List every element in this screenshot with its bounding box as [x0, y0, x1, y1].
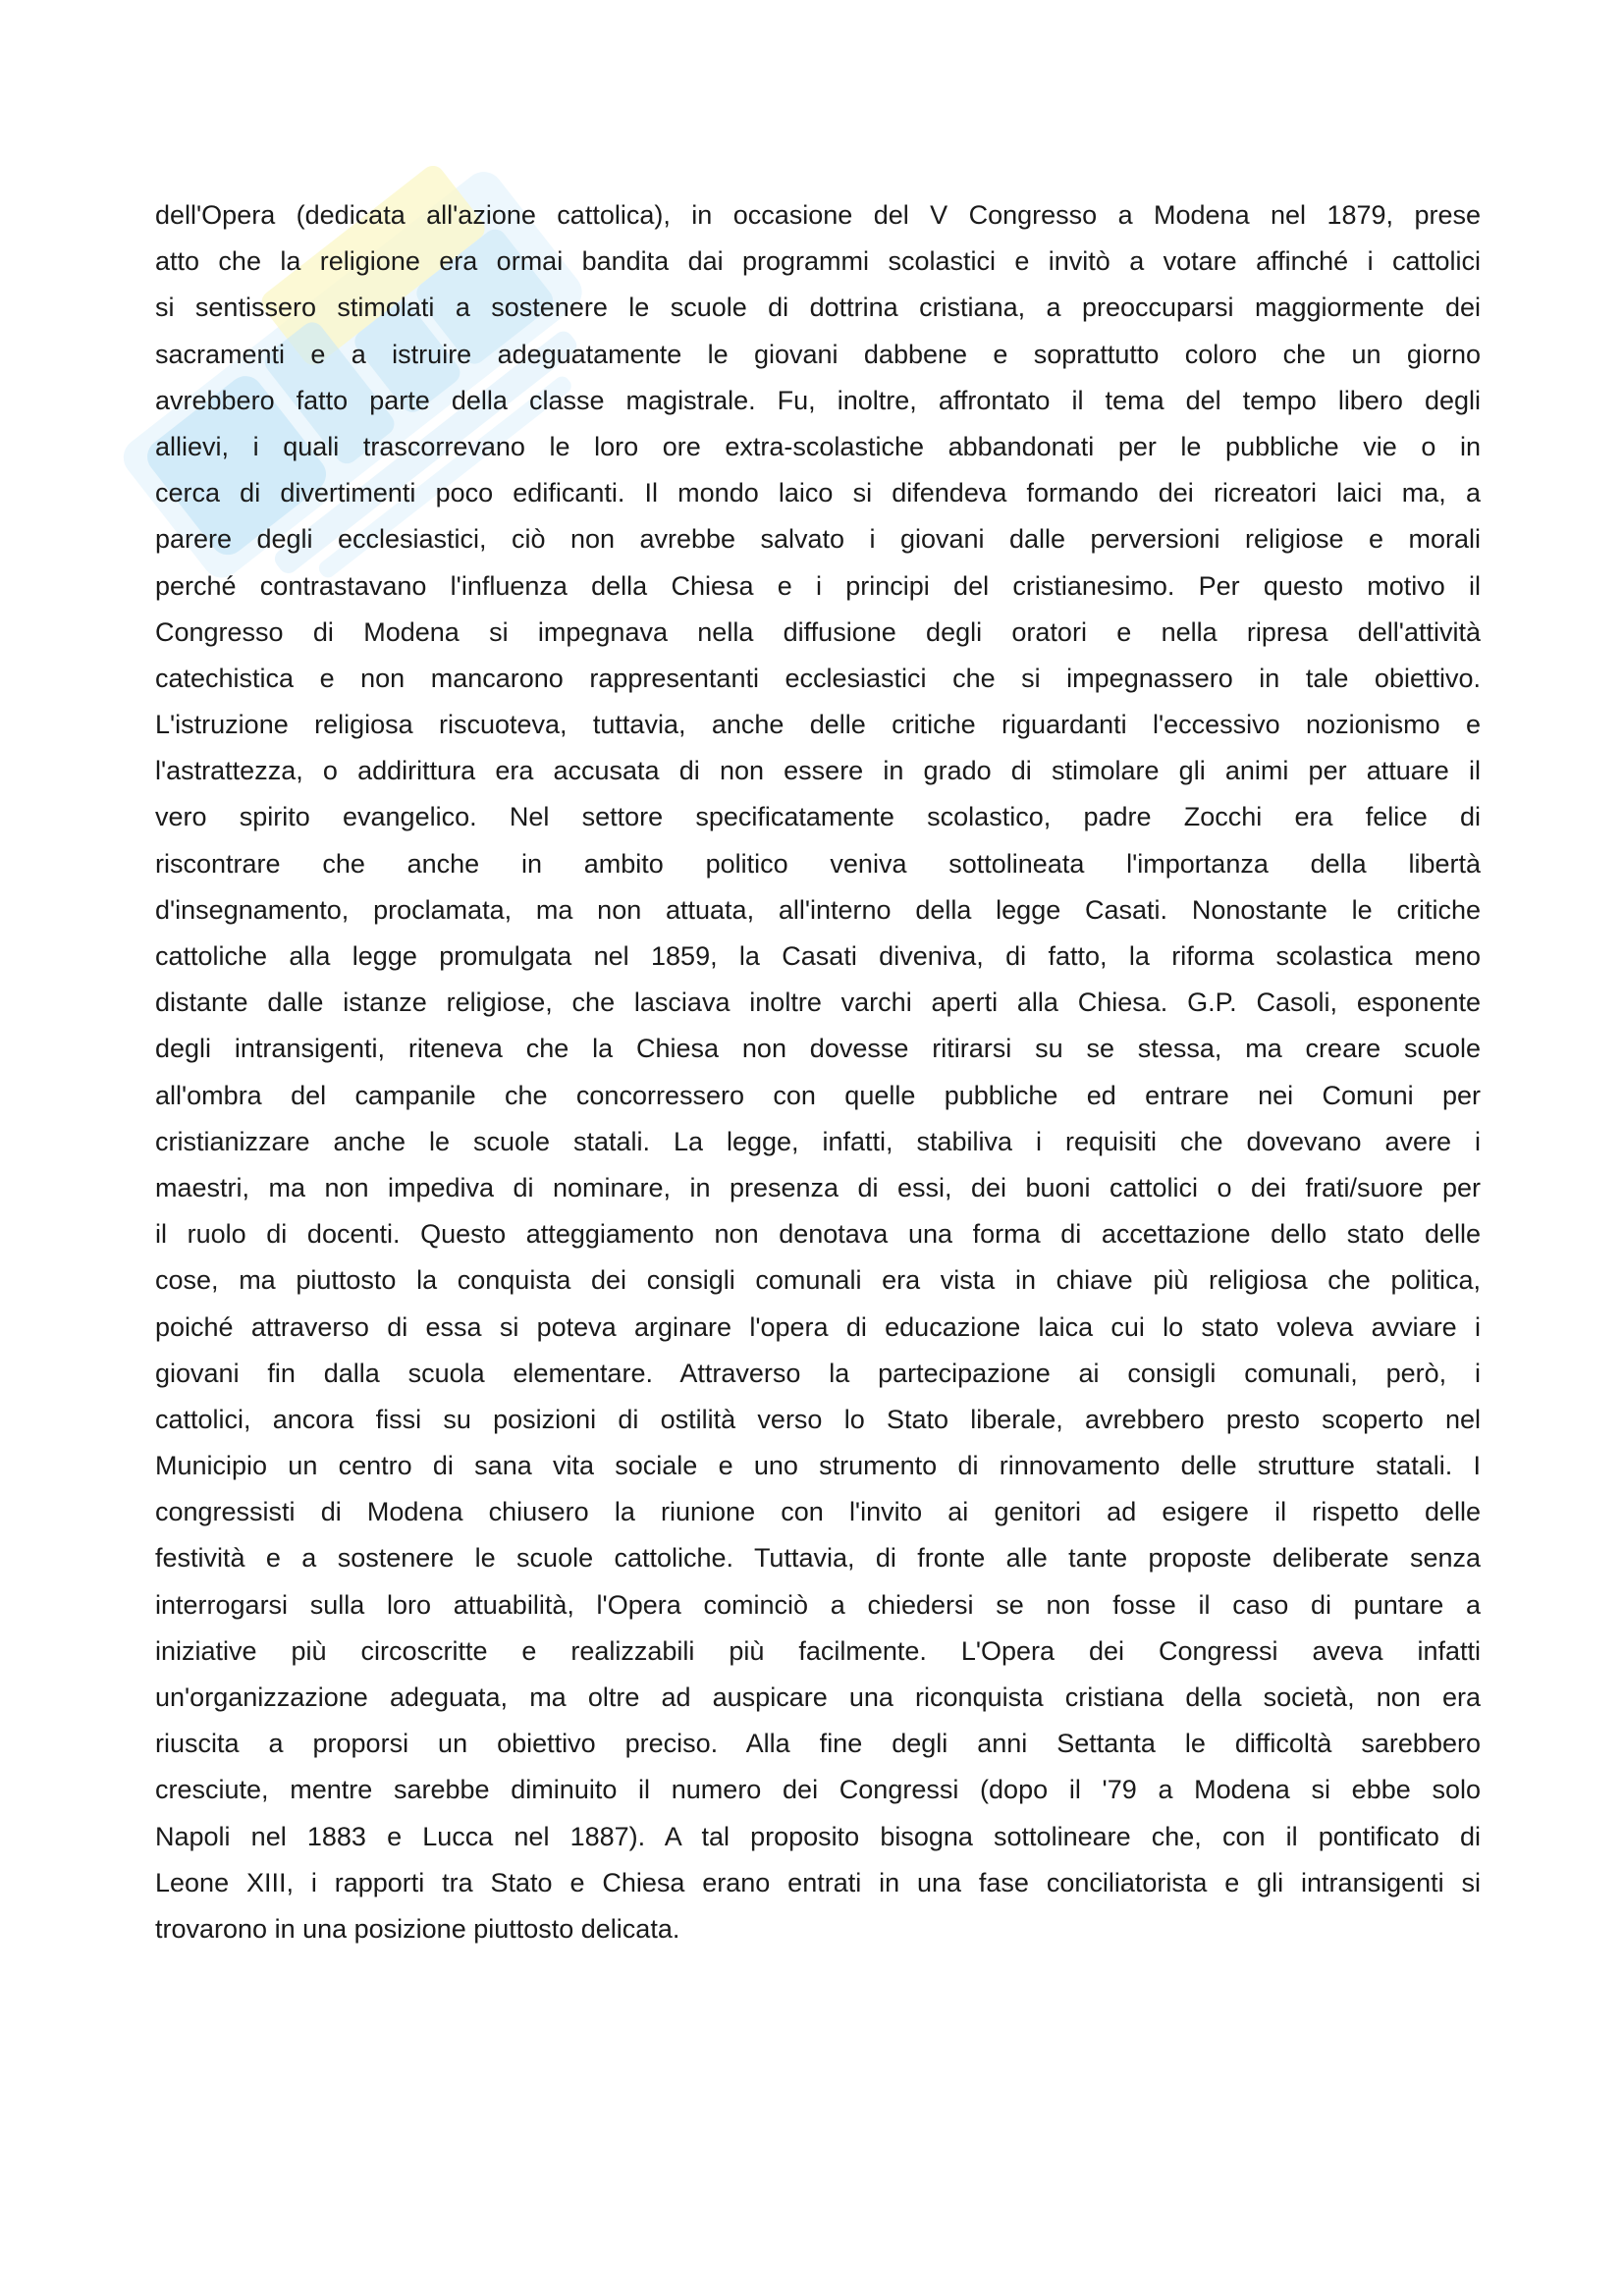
text-line: avrebbero fatto parte della classe magistrale. Fu, inoltre, affrontato il tema del tempo libero degli	[155, 385, 1481, 415]
text-line: dell'Opera (dedicata all'azione cattolica), in occasione del V Congresso a Modena nel 1879, prese	[155, 200, 1481, 230]
text-line: cresciute, mentre sarebbe diminuito il numero dei Congressi (dopo il '79 a Modena si ebbe solo	[155, 1775, 1481, 1805]
text-line: interrogarsi sulla loro attuabilità, l'Opera cominciò a chiedersi se non fosse il caso di puntare a	[155, 1589, 1481, 1620]
text-line: si sentissero stimolati a sostenere le scuole di dottrina cristiana, a preoccuparsi maggiormente dei	[155, 293, 1481, 323]
text-line: un'organizzazione adeguata, ma oltre ad auspicare una riconquista cristiana della società, non era	[155, 1682, 1481, 1712]
text-line: riscontrare che anche in ambito politico veniva sottolineata l'importanza della libertà	[155, 848, 1481, 879]
text-line: giovani fin dalla scuola elementare. Attraverso la partecipazione ai consigli comunali, però, i	[155, 1358, 1481, 1388]
text-line: allievi, i quali trascorrevano le loro ore extra-scolastiche abbandonati per le pubbliche vie o in	[155, 431, 1481, 461]
text-line: d'insegnamento, proclamata, ma non attuata, all'interno della legge Casati. Nonostante le critiche	[155, 894, 1481, 925]
text-line: cose, ma piuttosto la conquista dei consigli comunali era vista in chiave più religiosa che politica,	[155, 1265, 1481, 1296]
text-line: distante dalle istanze religiose, che lasciava inoltre varchi aperti alla Chiesa. G.P. Casoli, esponente	[155, 988, 1481, 1018]
text-line: degli intransigenti, riteneva che la Chiesa non dovesse ritirarsi su se stessa, ma creare scuole	[155, 1034, 1481, 1064]
text-line: poiché attraverso di essa si poteva arginare l'opera di educazione laica cui lo stato voleva avviare i	[155, 1311, 1481, 1342]
text-line: cristianizzare anche le scuole statali. La legge, infatti, stabiliva i requisiti che dovevano avere i	[155, 1126, 1481, 1156]
text-line: Napoli nel 1883 e Lucca nel 1887). A tal proposito bisogna sottolineare che, con il pontificato di	[155, 1821, 1481, 1851]
text-line: trovarono in una posizione piuttosto delicata.	[155, 1913, 680, 1944]
text-line: Leone XIII, i rapporti tra Stato e Chiesa erano entrati in una fase conciliatorista e gli intransigenti si	[155, 1867, 1481, 1897]
text-line: Municipio un centro di sana vita sociale e uno strumento di rinnovamento delle strutture statali. I	[155, 1451, 1481, 1481]
text-line: riuscita a proporsi un obiettivo preciso. Alla fine degli anni Settanta le difficoltà sarebbero	[155, 1729, 1481, 1759]
text-line: congressisti di Modena chiusero la riunione con l'invito ai genitori ad esigere il rispetto delle	[155, 1497, 1481, 1527]
text-line: cerca di divertimenti poco edificanti. Il mondo laico si difendeva formando dei ricreatori laici ma, a	[155, 478, 1481, 508]
text-line: atto che la religione era ormai bandita dai programmi scolastici e invitò a votare affinché i cattolici	[155, 246, 1481, 277]
text-line: parere degli ecclesiastici, ciò non avrebbe salvato i giovani dalle perversioni religiose e morali	[155, 524, 1481, 555]
text-line: perché contrastavano l'influenza della Chiesa e i principi del cristianesimo. Per questo motivo il	[155, 570, 1481, 601]
text-line: cattoliche alla legge promulgata nel 1859, la Casati diveniva, di fatto, la riforma scolastica meno	[155, 941, 1481, 971]
text-line: maestri, ma non impediva di nominare, in presenza di essi, dei buoni cattolici o dei frati/suore per	[155, 1172, 1481, 1202]
text-line: L'istruzione religiosa riscuoteva, tuttavia, anche delle critiche riguardanti l'eccessivo nozionismo e	[155, 710, 1481, 740]
text-line: il ruolo di docenti. Questo atteggiamento non denotava una forma di accettazione dello stato delle	[155, 1219, 1481, 1250]
text-line: cattolici, ancora fissi su posizioni di ostilità verso lo Stato liberale, avrebbero presto scoperto nel	[155, 1404, 1481, 1434]
body-paragraph	[155, 192, 1481, 1952]
text-line: l'astrattezza, o addirittura era accusata di non essere in grado di stimolare gli animi per attuare il	[155, 756, 1481, 786]
text-line: Congresso di Modena si impegnava nella diffusione degli oratori e nella ripresa dell'attività	[155, 616, 1481, 647]
text-line: iniziative più circoscritte e realizzabili più facilmente. L'Opera dei Congressi aveva infatti	[155, 1635, 1481, 1666]
text-line: sacramenti e a istruire adeguatamente le giovani dabbene e soprattutto coloro che un giorno	[155, 339, 1481, 369]
text-line: all'ombra del campanile che concorressero con quelle pubbliche ed entrare nei Comuni per	[155, 1080, 1481, 1110]
text-line: catechistica e non mancarono rappresentanti ecclesiastici che si impegnassero in tale obiettivo.	[155, 663, 1481, 693]
text-line: festività e a sostenere le scuole cattoliche. Tuttavia, di fronte alle tante proposte deliberate senza	[155, 1543, 1481, 1574]
text-line: vero spirito evangelico. Nel settore specificatamente scolastico, padre Zocchi era felice di	[155, 802, 1481, 832]
